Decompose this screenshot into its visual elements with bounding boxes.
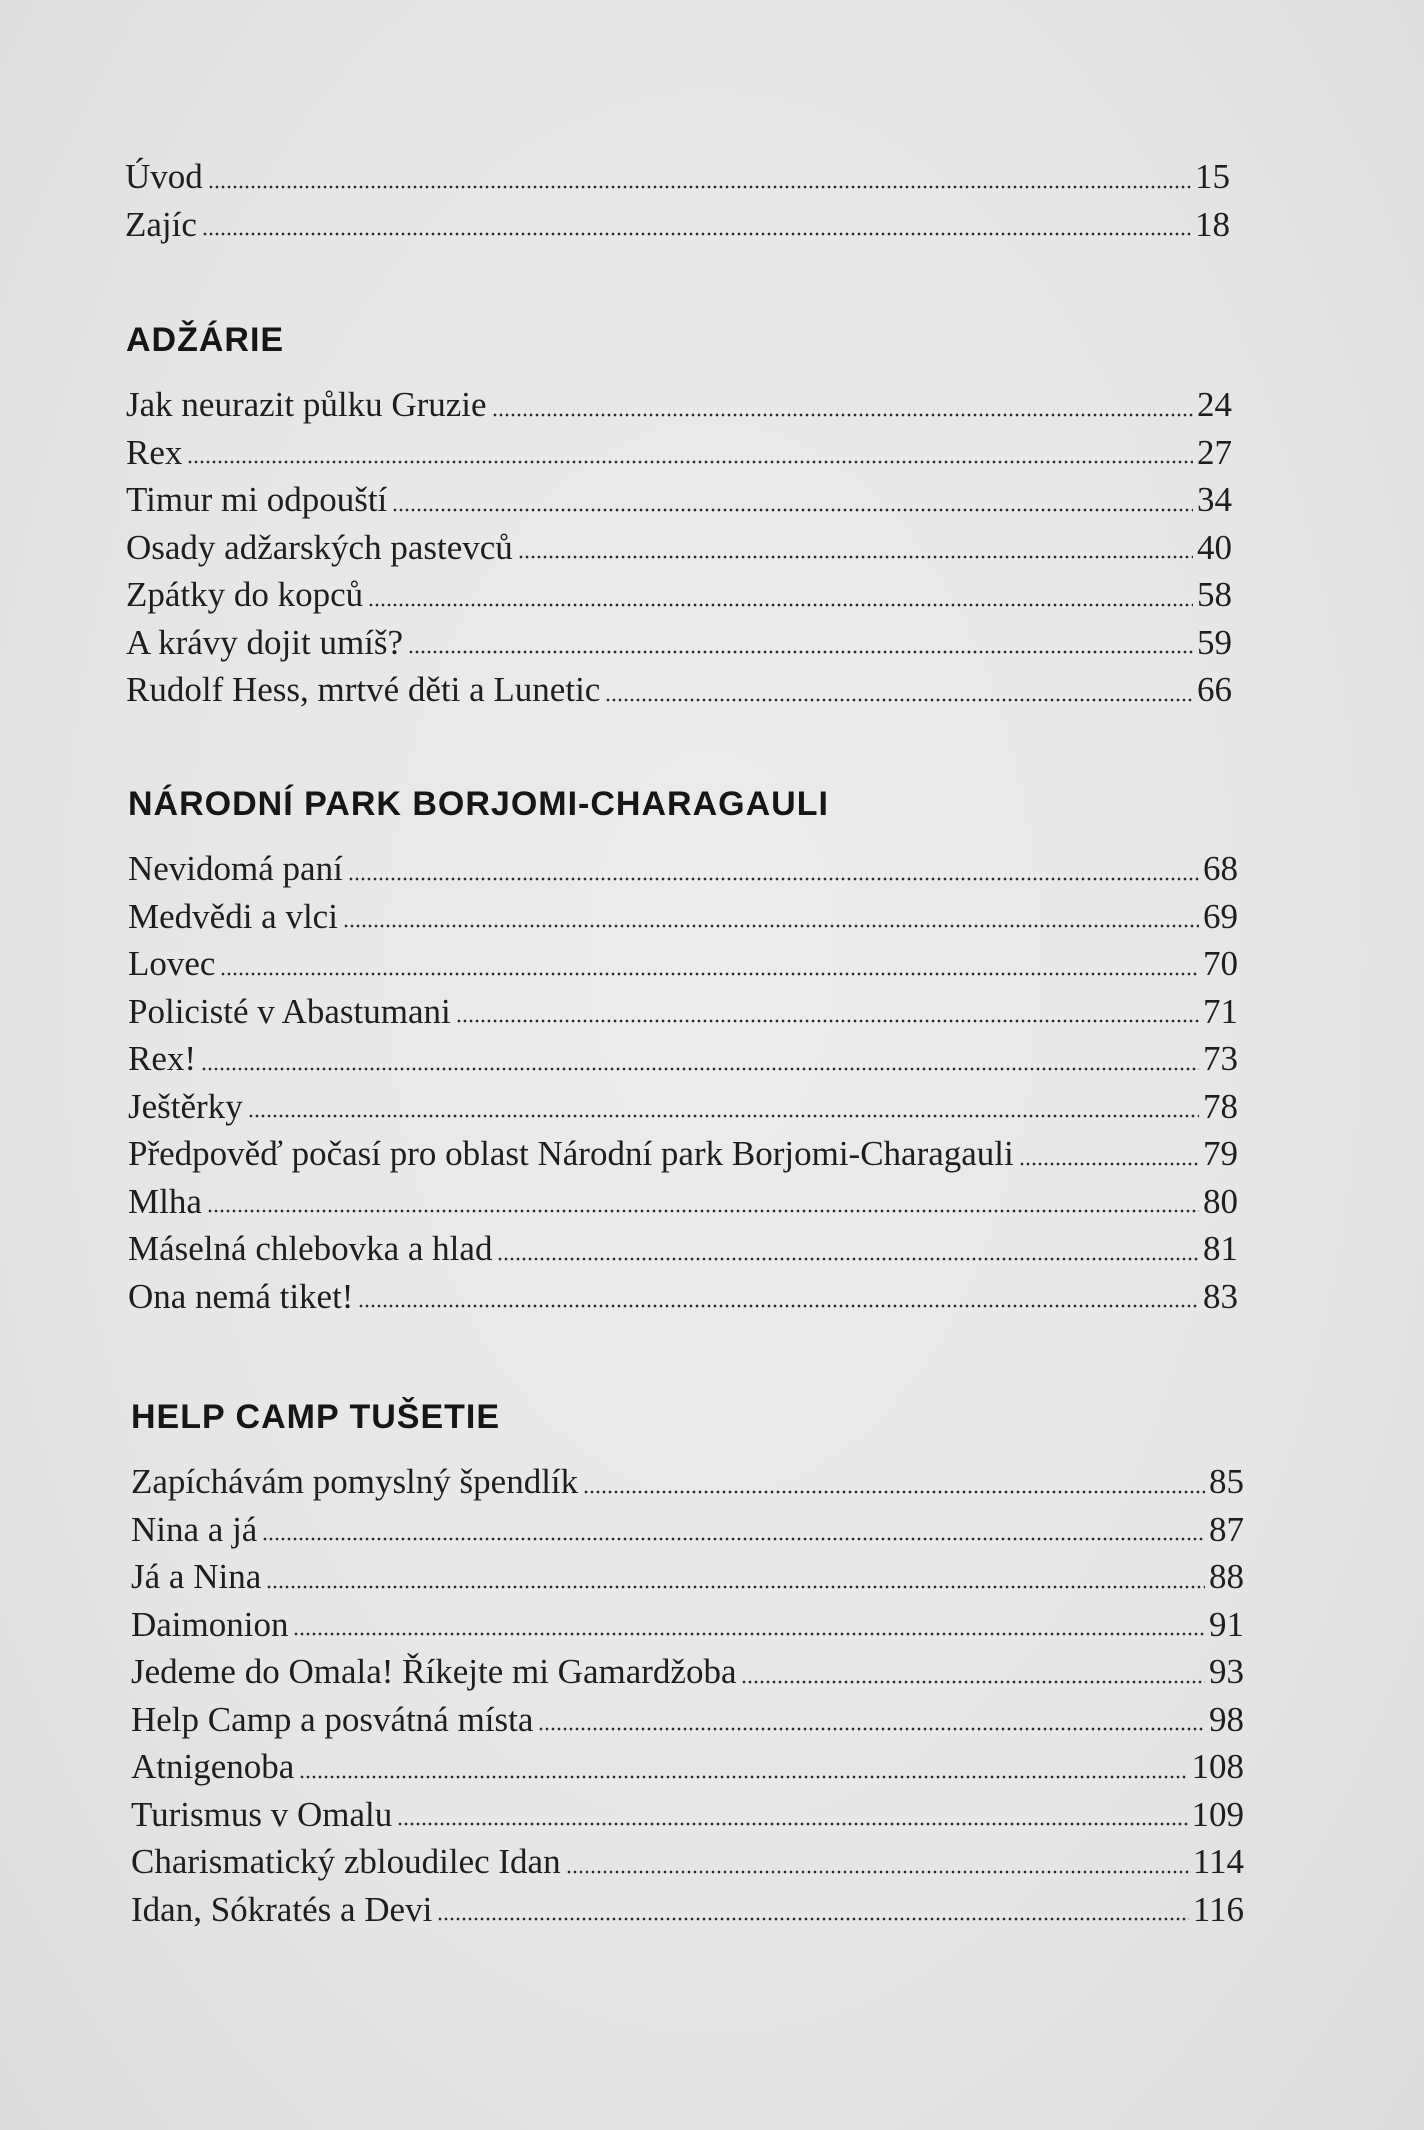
entry-page: 58	[1197, 575, 1232, 614]
entry-page: 59	[1197, 622, 1232, 662]
entry-title: Nina a já	[131, 1509, 258, 1549]
entry-page: 34	[1197, 480, 1232, 519]
toc-entry	[131, 1458, 1244, 1506]
dot-leader	[220, 940, 1199, 988]
dot-leader	[343, 893, 1199, 941]
dot-leader	[566, 1838, 1189, 1886]
entry-page: 68	[1203, 849, 1238, 888]
toc-entry	[131, 1601, 1244, 1649]
toc-entry	[131, 1791, 1244, 1839]
toc-entry	[128, 1273, 1238, 1321]
toc-entry	[125, 201, 1230, 249]
entry-title: Lovec	[128, 944, 216, 983]
entry-title: Úvod	[125, 157, 203, 196]
toc-entry	[131, 1838, 1244, 1886]
toc-entry	[131, 1648, 1244, 1696]
toc-section-adzarie	[126, 316, 1232, 714]
dot-leader	[492, 381, 1193, 429]
entry-page: 91	[1209, 1604, 1244, 1644]
entry-page: 108	[1191, 1747, 1244, 1786]
entry-page: 71	[1203, 991, 1238, 1031]
dot-leader	[248, 1083, 1199, 1131]
dot-leader	[392, 476, 1193, 524]
entry-title: Mlha	[128, 1181, 202, 1221]
entry-page: 80	[1203, 1181, 1238, 1221]
entry-page: 69	[1203, 896, 1238, 936]
entry-title: Ona nemá tiket!	[128, 1276, 354, 1316]
dot-leader	[262, 1506, 1205, 1554]
entry-page: 24	[1197, 385, 1232, 424]
dot-leader	[1019, 1130, 1199, 1178]
toc-entry	[126, 476, 1232, 524]
toc-entry	[126, 381, 1232, 429]
toc-section-help-camp	[131, 1393, 1244, 1933]
dot-leader	[397, 1791, 1187, 1839]
entry-page: 109	[1191, 1794, 1244, 1834]
toc-entry	[128, 845, 1238, 893]
entry-page: 27	[1197, 432, 1232, 472]
toc-entry	[126, 571, 1232, 619]
entry-title: Timur mi odpouští	[126, 480, 388, 519]
entry-title: Help Camp a posvátná místa	[131, 1699, 534, 1739]
dot-leader	[437, 1886, 1189, 1934]
dot-leader	[518, 524, 1193, 572]
toc-entry	[128, 1083, 1238, 1131]
dot-leader	[583, 1458, 1205, 1506]
entry-page: 66	[1197, 670, 1232, 709]
entry-title: Zajíc	[125, 204, 197, 244]
dot-leader	[187, 429, 1193, 477]
entry-title: Já a Nina	[131, 1557, 262, 1596]
entry-page: 87	[1209, 1509, 1244, 1549]
toc-entry	[128, 1178, 1238, 1226]
entry-title: Osady adžarských pastevců	[126, 527, 513, 567]
entry-page: 98	[1209, 1699, 1244, 1739]
toc-entry	[131, 1886, 1244, 1934]
dot-leader	[202, 201, 1191, 249]
dot-leader	[358, 1273, 1199, 1321]
entry-title: Zapíchávám pomyslný špendlík	[131, 1462, 579, 1501]
entry-title: Turismus v Omalu	[131, 1794, 393, 1834]
entry-page: 73	[1203, 1039, 1238, 1078]
section-heading: NÁRODNÍ PARK BORJOMI-CHARAGAULI	[128, 785, 829, 823]
toc-entry	[125, 153, 1230, 201]
dot-leader	[207, 1178, 1199, 1226]
toc-entry	[131, 1506, 1244, 1554]
toc-entry	[131, 1743, 1244, 1791]
toc-entry	[131, 1696, 1244, 1744]
entry-title: Nevidomá paní	[128, 849, 343, 888]
toc-entry	[126, 666, 1232, 714]
toc-section-borjomi	[128, 780, 1238, 1320]
dot-leader	[538, 1696, 1205, 1744]
entry-title: Daimonion	[131, 1604, 289, 1644]
entry-page: 93	[1209, 1652, 1244, 1691]
toc-intro	[125, 153, 1230, 248]
dot-leader	[348, 845, 1199, 893]
toc-entry	[128, 988, 1238, 1036]
entry-title: Předpověď počasí pro oblast Národní park Borjomi-Charagauli	[128, 1134, 1014, 1173]
dot-leader	[208, 153, 1191, 201]
entry-title: Rudolf Hess, mrtvé děti a Lunetic	[126, 670, 601, 709]
entry-page: 78	[1203, 1086, 1238, 1126]
entry-title: Máselná chlebovka a hlad	[128, 1229, 493, 1268]
dot-leader	[293, 1601, 1205, 1649]
section-heading: HELP CAMP TUŠETIE	[131, 1398, 501, 1436]
entry-title: Jak neurazit půlku Gruzie	[126, 385, 487, 424]
dot-leader	[741, 1648, 1205, 1696]
entry-title: Medvědi a vlci	[128, 896, 338, 936]
dot-leader	[368, 571, 1193, 619]
entry-page: 79	[1203, 1134, 1238, 1173]
entry-page: 114	[1192, 1842, 1244, 1881]
entry-page: 88	[1209, 1557, 1244, 1596]
dot-leader	[408, 619, 1193, 667]
entry-page: 116	[1192, 1889, 1244, 1929]
entry-page: 83	[1203, 1276, 1238, 1316]
entry-title: Idan, Sókratés a Devi	[131, 1889, 433, 1929]
entry-page: 85	[1209, 1462, 1244, 1501]
dot-leader	[266, 1553, 1205, 1601]
entry-title: Rex	[126, 432, 183, 472]
toc-entry	[128, 1035, 1238, 1083]
dot-leader	[497, 1225, 1199, 1273]
dot-leader	[605, 666, 1193, 714]
dot-leader	[456, 988, 1199, 1036]
toc-entry	[128, 940, 1238, 988]
entry-title: Policisté v Abastumani	[128, 991, 451, 1031]
entry-page: 70	[1203, 944, 1238, 983]
entry-title: Atnigenoba	[131, 1747, 295, 1786]
entry-page: 15	[1195, 157, 1230, 196]
toc-entry	[126, 429, 1232, 477]
entry-title: Rex!	[128, 1039, 197, 1078]
section-heading: ADŽÁRIE	[126, 321, 285, 359]
toc-entry	[128, 1225, 1238, 1273]
toc-entry	[128, 893, 1238, 941]
dot-leader	[201, 1035, 1199, 1083]
entry-title: Zpátky do kopců	[126, 575, 364, 614]
entry-page: 18	[1195, 204, 1230, 244]
entry-title: Ještěrky	[128, 1086, 243, 1126]
entry-title: Jedeme do Omala! Říkejte mi Gamardžoba	[131, 1652, 737, 1691]
toc-entry	[126, 619, 1232, 667]
toc-entry	[126, 524, 1232, 572]
toc-entry	[128, 1130, 1238, 1178]
entry-title: Charismatický zbloudilec Idan	[131, 1842, 561, 1881]
toc-entry	[131, 1553, 1244, 1601]
entry-page: 40	[1197, 527, 1232, 567]
entry-page: 81	[1203, 1229, 1238, 1268]
entry-title: A krávy dojit umíš?	[126, 622, 404, 662]
dot-leader	[299, 1743, 1187, 1791]
